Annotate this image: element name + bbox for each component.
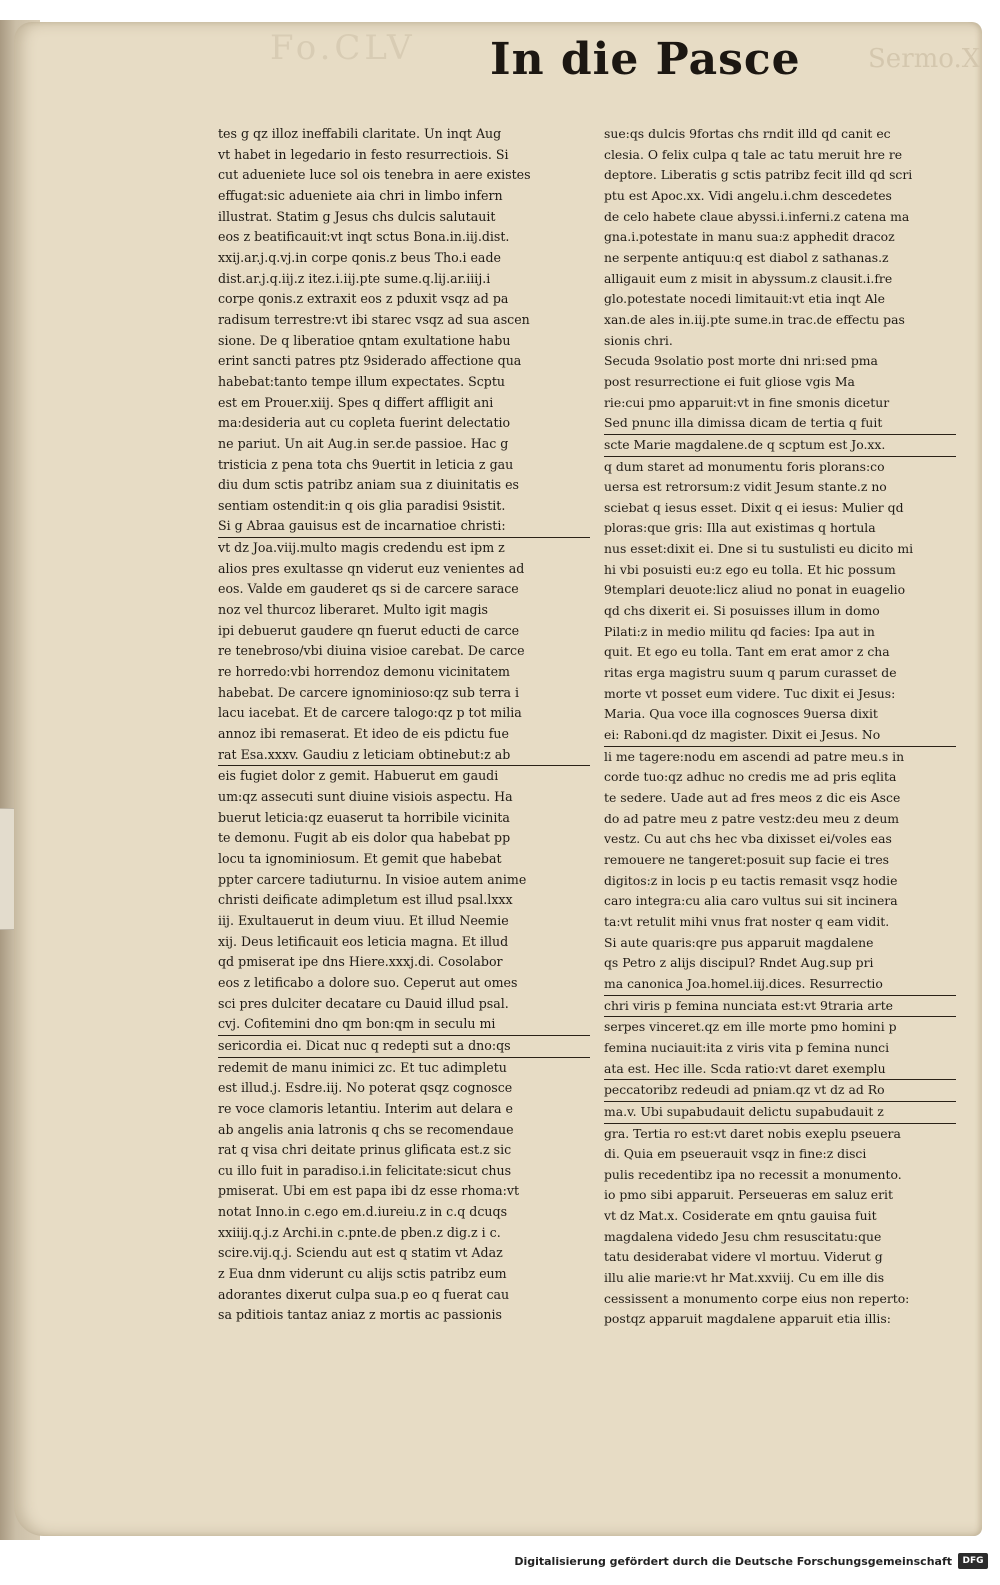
text-line: vestz. Cu aut chs hec vba dixisset ei/voles eas xyxy=(604,831,892,847)
text-line: digitos:z in locis p eu tactis remasit vsqz hodie xyxy=(604,872,898,888)
text-line: ta:vt retulit mihi vnus frat noster q eam vidit. xyxy=(604,913,890,929)
text-line: illustrat. Statim g Jesus chs dulcis salutauit xyxy=(218,208,496,224)
text-line: eos z beatificauit:vt inqt sctus Bona.in.iij.dist. xyxy=(218,229,510,245)
text-line: qs Petro z alijs discipul? Rndet Aug.sup pri xyxy=(604,955,874,971)
text-line: radisum terrestre:vt ibi starec vsqz ad sua ascen xyxy=(218,311,530,327)
text-line: femina nuciauit:ita z viris vita p femina nunci xyxy=(604,1039,890,1055)
text-line: cvj. Cofitemini dno qm bon:qm in seculu mi xyxy=(218,1014,590,1036)
text-line: rat q visa chri deitate prinus glificata est.z sic xyxy=(218,1142,512,1158)
right-text-column xyxy=(604,124,956,1330)
text-line: pmiserat. Ubi em est papa ibi dz esse rhoma:vt xyxy=(218,1183,520,1199)
text-line: sue:qs dulcis 9fortas chs rndit illd qd canit ec xyxy=(604,126,891,141)
text-line: morte vt posset eum videre. Tuc dixit ei Jesus: xyxy=(604,685,896,701)
text-line: te sedere. Uade aut ad fres meos z dic eis Asce xyxy=(604,790,901,805)
text-line: post resurrectione ei fuit gliose vgis Ma xyxy=(604,373,855,389)
text-line: alios pres exultasse qn viderut euz venientes ad xyxy=(218,560,525,576)
text-line: sentiam ostendit:in q ois glia paradisi 9sistit. xyxy=(218,497,506,513)
text-line: io pmo sibi apparuit. Perseueras em saluz erit xyxy=(604,1187,893,1203)
text-line: iij. Exultauerut in deum viuu. Et illud Neemie xyxy=(218,912,509,928)
text-line: xij. Deus letificauit eos leticia magna. Et illud xyxy=(218,933,509,949)
text-line: re tenebroso/vbi diuina visioe carebat. De carce xyxy=(218,643,525,659)
text-line: eis fugiet dolor z gemit. Habuerut em gaudi xyxy=(218,768,499,784)
text-line: serpes vinceret.qz em ille morte pmo homini p xyxy=(604,1019,897,1035)
text-line: rat Esa.xxxv. Gaudiu z leticiam obtinebut:z ab xyxy=(218,745,590,767)
text-line: q dum staret ad monumentu foris plorans:co xyxy=(604,458,885,474)
text-line: Maria. Qua voce illa cognosces 9uersa dixit xyxy=(604,706,878,722)
text-line: ne serpente antiquu:q est diabol z sathanas.z xyxy=(604,249,889,265)
text-line: cu illo fuit in paradiso.i.in felicitate:sicut chus xyxy=(218,1162,512,1178)
text-line: vt habet in legedario in festo resurrectiois. Si xyxy=(218,146,509,162)
text-line: chri viris p femina nunciata est:vt 9traria arte xyxy=(604,996,956,1018)
show-through-sermo: Sermo.X xyxy=(868,44,981,74)
text-line: cut adueniete luce sol ois tenebra in aere existes xyxy=(218,167,531,183)
text-line: deptore. Liberatis g sctis patribz fecit illd qd scri xyxy=(604,167,913,183)
text-line: te demonu. Fugit ab eis dolor qua habebat pp xyxy=(218,830,511,846)
text-line: vt dz Joa.viij.multo magis credendu est ipm z xyxy=(218,540,505,556)
text-line: ne pariut. Un ait Aug.in ser.de passioe. Hac g xyxy=(218,435,509,451)
text-line: christi deificate adimpletum est illud psal.lxxx xyxy=(218,892,513,908)
text-line: ploras:que gris: Illa aut existimas q hortula xyxy=(604,520,876,536)
text-line: gra. Tertia ro est:vt daret nobis exeplu pseuera xyxy=(604,1125,901,1141)
text-line: sci pres dulciter decatare cu Dauid illud psal. xyxy=(218,995,509,1011)
text-line: xxiiij.q.j.z Archi.in c.pnte.de pben.z dig.z i c. xyxy=(218,1224,501,1240)
text-line: z Eua dnm viderunt cu alijs sctis patribz eum xyxy=(218,1266,507,1282)
text-line: habebat. De carcere ignominioso:qz sub terra i xyxy=(218,684,520,700)
text-line: Pilati:z in medio militu qd facies: Ipa aut in xyxy=(604,623,875,639)
text-line: sione. De q liberatioe qntam exultatione habu xyxy=(218,332,511,348)
text-line: glo.potestate nocedi limitauit:vt etia inqt Ale xyxy=(604,291,885,307)
text-line: Secuda 9solatio post morte dni nri:sed pma xyxy=(604,353,878,369)
text-line: est em Prouer.xiij. Spes q differt affligit ani xyxy=(218,394,494,410)
text-line: peccatoribz redeudi ad pniam.qz vt dz ad Ro xyxy=(604,1080,956,1102)
text-line: remouere ne tangeret:posuit sup facie ei tres xyxy=(604,851,890,867)
text-line: effugat:sic adueniete aia chri in limbo infern xyxy=(218,187,503,203)
text-line: scire.vij.q.j. Sciendu aut est q statim vt Adaz xyxy=(218,1245,503,1261)
text-line: illu alie marie:vt hr Mat.xxviij. Cu em ille dis xyxy=(604,1270,885,1286)
text-line: erint sancti patres ptz 9siderado affectione qua xyxy=(218,353,522,369)
text-line: uersa est retrorsum:z vidit Jesum stante.z no xyxy=(604,479,887,495)
text-line: hi vbi posuisti eu:z ego eu tolla. Et hic possum xyxy=(604,561,896,577)
text-line: rie:cui pmo apparuit:vt in fine smonis dicetur xyxy=(604,394,890,410)
text-line: noz vel thurcoz liberaret. Multo igit magis xyxy=(218,602,489,618)
text-line: corpe qonis.z extraxit eos z pduxit vsqz ad pa xyxy=(218,291,509,307)
text-line: ab angelis ania latronis q chs se recomendaue xyxy=(218,1121,514,1137)
text-line: xan.de ales in.iij.pte sume.in trac.de effectu pas xyxy=(604,311,905,327)
text-line: ei: Raboni.qd dz magister. Dixit ei Jesus. No xyxy=(604,725,956,747)
text-line: dist.ar.j.q.iij.z itez.i.iij.pte sume.q.lij.ar.iiij.i xyxy=(218,270,491,286)
text-line: quit. Et ego eu tolla. Tant em erat amor z cha xyxy=(604,644,890,660)
text-line: re horredo:vbi horrendoz demonu vicinitatem xyxy=(218,664,510,680)
text-line: re voce clamoris letantiu. Interim aut delara e xyxy=(218,1100,513,1116)
text-line: Si aute quaris:qre pus apparuit magdalene xyxy=(604,934,874,950)
text-line: notat Inno.in c.ego em.d.iureiu.z in c.q dcuqs xyxy=(218,1204,508,1220)
text-line: scte Marie magdalene.de q scptum est Jo.xx. xyxy=(604,435,956,457)
text-line: nus esset:dixit ei. Dne si tu sustulisti eu dicito mi xyxy=(604,541,914,557)
text-line: tatu desiderabat videre vl mortuu. Viderut g xyxy=(604,1249,883,1265)
show-through-folio: Fo.CLV xyxy=(270,28,416,68)
text-line: caro integra:cu alia caro vultus sui sit incinera xyxy=(604,893,898,909)
text-line: qd chs dixerit ei. Si posuisses illum in domo xyxy=(604,603,880,619)
text-line: xxij.ar.j.q.vj.in corpe qonis.z beus Tho.i eade xyxy=(218,249,501,265)
text-line: ma canonica Joa.homel.iij.dices. Resurrectio xyxy=(604,974,956,996)
text-line: est illud.j. Esdre.iij. No poterat qsqz cognosce xyxy=(218,1080,513,1096)
text-line: corde tuo:qz adhuc no credis me ad pris eqlita xyxy=(604,769,897,785)
text-line: ma:desideria aut cu copleta fuerint delectatio xyxy=(218,415,511,431)
text-line: sciebat q iesus esset. Dixit q ei iesus: Mulier qd xyxy=(604,499,904,515)
text-line: ipi debuerut gaudere qn fuerut educti de carce xyxy=(218,622,520,638)
text-line: magdalena videdo Jesu chm resuscitatu:que xyxy=(604,1228,882,1244)
text-line: di. Quia em pseuerauit vsqz in fine:z disci xyxy=(604,1146,867,1162)
text-line: annoz ibi remaserat. Et ideo de eis pdictu fue xyxy=(218,726,509,742)
text-line: eos. Valde em gauderet qs si de carcere sarace xyxy=(218,581,519,597)
dfg-logo: DFG xyxy=(958,1553,988,1569)
text-line: eos z letificabo a dolore suo. Ceperut aut omes xyxy=(218,974,518,990)
left-text-column xyxy=(218,124,590,1326)
text-line: de celo habete claue abyssi.i.inferni.z catena ma xyxy=(604,208,910,224)
text-line: Si g Abraa gauisus est de incarnatioe christi: xyxy=(218,516,590,538)
text-line: sionis chri. xyxy=(604,332,673,348)
text-line: locu ta ignominiosum. Et gemit que habebat xyxy=(218,850,502,866)
text-line: pulis recedentibz ipa no recessit a monumento. xyxy=(604,1166,902,1182)
running-head: In die Pasce xyxy=(490,34,801,85)
text-line: qd pmiserat ipe dns Hiere.xxxj.di. Cosolabor xyxy=(218,954,503,970)
text-line: postqz apparuit magdalene apparuit etia illis: xyxy=(604,1311,891,1327)
text-line: lacu iacebat. Et de carcere talogo:qz p tot milia xyxy=(218,705,522,721)
text-line: Sed pnunc illa dimissa dicam de tertia q fuit xyxy=(604,413,956,435)
text-line: sa pditiois tantaz aniaz z mortis ac passionis xyxy=(218,1307,502,1323)
text-line: tes g qz illoz ineffabili claritate. Un inqt Aug xyxy=(218,126,502,141)
text-line: sericordia ei. Dicat nuc q redepti sut a dno:qs xyxy=(218,1036,590,1058)
text-line: redemit de manu inimici zc. Et tuc adimpletu xyxy=(218,1059,507,1075)
text-line: clesia. O felix culpa q tale ac tatu meruit hre re xyxy=(604,146,903,162)
funding-credit: Digitalisierung gefördert durch die Deutsche Forschungsgemeinschaft xyxy=(514,1555,952,1568)
text-line: um:qz assecuti sunt diuine visiois aspectu. Ha xyxy=(218,789,513,804)
text-line: ptu est Apoc.xx. Vidi angelu.i.chm descedetes xyxy=(604,187,892,203)
text-line: ppter carcere tadiuturnu. In visioe autem anime xyxy=(218,871,527,887)
text-line: adorantes dixerut culpa sua.p eo q fuerat cau xyxy=(218,1286,510,1302)
text-line: do ad patre meu z patre vestz:deu meu z deum xyxy=(604,810,900,826)
text-line: tristicia z pena tota chs 9uertit in leticia z gau xyxy=(218,456,514,472)
text-line: li me tagere:nodu em ascendi ad patre meu.s in xyxy=(604,748,905,764)
text-line: cessissent a monumento corpe eius non reperto: xyxy=(604,1290,910,1306)
text-line: diu dum sctis patribz aniam sua z diuinitatis es xyxy=(218,477,520,493)
text-line: 9templari deuote:licz aliud no ponat in euagelio xyxy=(604,582,906,598)
text-line: vt dz Mat.x. Cosiderate em qntu gauisa fuit xyxy=(604,1208,877,1224)
text-line: alligauit eum z misit in abyssum.z clausit.i.fre xyxy=(604,270,893,286)
text-line: ritas erga magistru suum q parum curasset de xyxy=(604,665,897,681)
text-line: ata est. Hec ille. Scda ratio:vt daret exemplu xyxy=(604,1059,956,1081)
text-line: ma.v. Ubi supabudauit delictu supabudauit z xyxy=(604,1102,956,1124)
text-line: habebat:tanto tempe illum expectates. Scptu xyxy=(218,373,506,389)
text-line: buerut leticia:qz euaserut ta horribile vicinita xyxy=(218,809,510,825)
text-line: gna.i.potestate in manu sua:z apphedit dracoz xyxy=(604,229,895,245)
